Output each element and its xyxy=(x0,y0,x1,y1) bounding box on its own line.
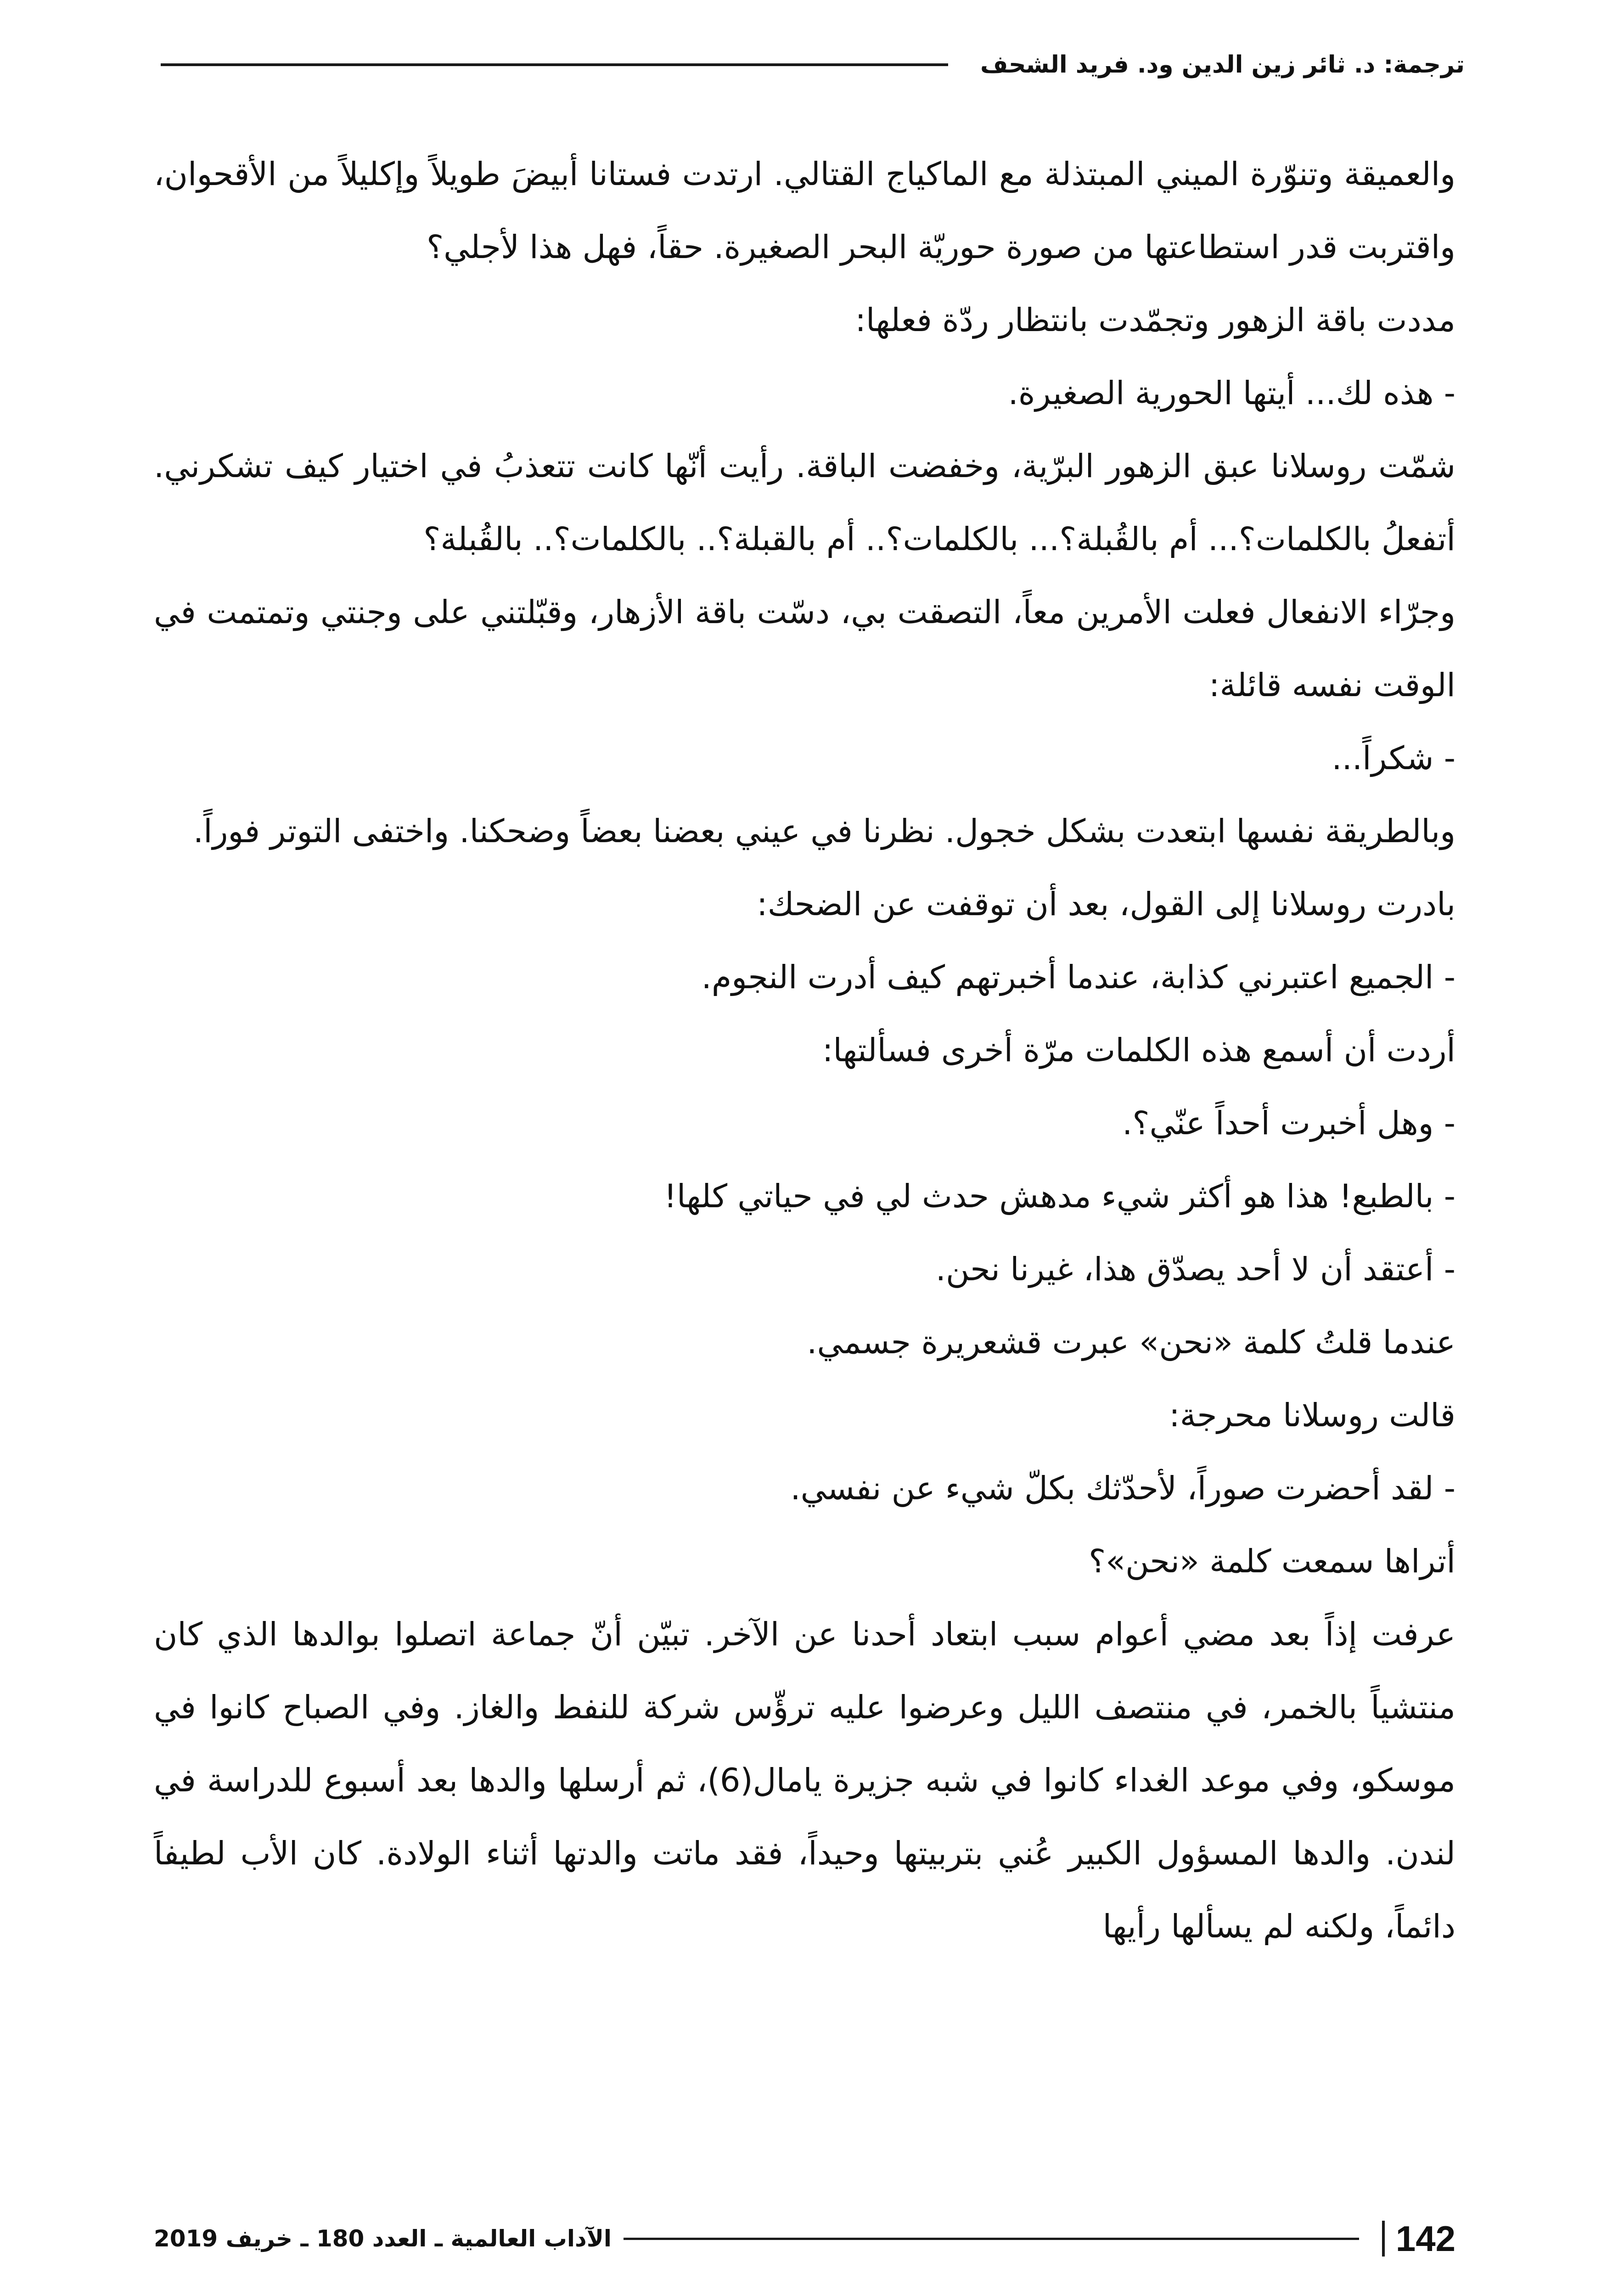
paragraph: - الجميع اعتبرني كذابة، عندما أخبرتهم كيف أدرت النجوم. xyxy=(701,958,1455,996)
paragraph: - لقد أحضرت صوراً، لأحدّثك بكلّ شيء عن نفسي. xyxy=(790,1469,1455,1507)
paragraph: وجرّاء الانفعال فعلت الأمرين معاً، التصقت بي، دسّت باقة الأزهار، وقبّلتني على وجنتي وتمتمت في الوقت نفسه قائلة: xyxy=(154,593,1455,704)
paragraph: أتراها سمعت كلمة «نحن»؟ xyxy=(1089,1542,1455,1580)
page-footer xyxy=(154,2218,1455,2259)
paragraph: مددت باقة الزهور وتجمّدت بانتظار ردّة فعلها: xyxy=(855,301,1455,339)
translators-credit: ترجمة: د. ثائر زين الدين ود. فريد الشحف xyxy=(980,51,1465,79)
body-text xyxy=(154,138,1455,1963)
footer-rule xyxy=(624,2238,1359,2240)
header-rule xyxy=(161,63,948,66)
paragraph: - هذه لك... أيتها الحورية الصغيرة. xyxy=(1008,374,1455,412)
paragraph: - وهل أخبرت أحداً عنّي؟. xyxy=(1122,1104,1455,1142)
journal-issue: الآداب العالمية ـ العدد 180 ـ خريف 2019 xyxy=(154,2225,612,2252)
paragraph: - أعتقد أن لا أحد يصدّق هذا، غيرنا نحن. xyxy=(935,1250,1455,1288)
paragraph: عرفت إذاً بعد مضي أعوام سبب ابتعاد أحدنا عن الآخر. تبيّن أنّ جماعة اتصلوا بوالدها الذي كان منتشياً بالخمر، في منتصف الليل وعرضوا عليه ترؤّس شركة للنفط والغاز. وفي الصباح كانوا في موسكو، وفي موعد الغداء كانوا في شبه جزيرة يامال(6)، ثم أرسلها والدها بعد أسبوع للدراسة في لندن. والدها المسؤول الكبير عُني بتربيتها وحيداً، فقد ماتت والدتها أثناء الولادة. كان الأب لطيفاً دائماً، ولكنه لم يسألها رأيها xyxy=(154,1615,1455,1945)
paragraph: - بالطبع! هذا هو أكثر شيء مدهش حدث لي في حياتي كلها! xyxy=(663,1177,1455,1215)
page-header xyxy=(161,44,1465,85)
page-number: 142 xyxy=(1395,2218,1455,2259)
footer-separator xyxy=(1382,2221,1385,2257)
paragraph: والعميقة وتنوّرة الميني المبتذلة مع الماكياج القتالي. ارتدت فستانا أبيضَ طويلاً وإكليلاً من الأقحوان، واقتربت قدر استطاعتها من صورة حوريّة البحر الصغيرة. حقاً، فهل هذا لأجلي؟ xyxy=(154,155,1455,266)
paragraph: عندما قلتُ كلمة «نحن» عبرت قشعريرة جسمي. xyxy=(807,1323,1455,1361)
paragraph: شمّت روسلانا عبق الزهور البرّية، وخفضت الباقة. رأيت أنّها كانت تتعذبُ في اختيار كيف تشكرني. أتفعلُ بالكلمات؟... أم بالقُبلة؟... بالكلمات؟.. أم بالقبلة؟.. بالكلمات؟.. بالقُبلة؟ xyxy=(154,447,1455,558)
paragraph: وبالطريقة نفسها ابتعدت بشكل خجول. نظرنا في عيني بعضنا بعضاً وضحكنا. واختفى التوتر فوراً. xyxy=(193,812,1455,850)
paragraph: قالت روسلانا محرجة: xyxy=(1169,1396,1455,1434)
paragraph: أردت أن أسمع هذه الكلمات مرّة أخرى فسألتها: xyxy=(822,1031,1455,1069)
paragraph: - شكراً... xyxy=(1332,739,1455,777)
paragraph: بادرت روسلانا إلى القول، بعد أن توقفت عن الضحك: xyxy=(757,885,1455,923)
